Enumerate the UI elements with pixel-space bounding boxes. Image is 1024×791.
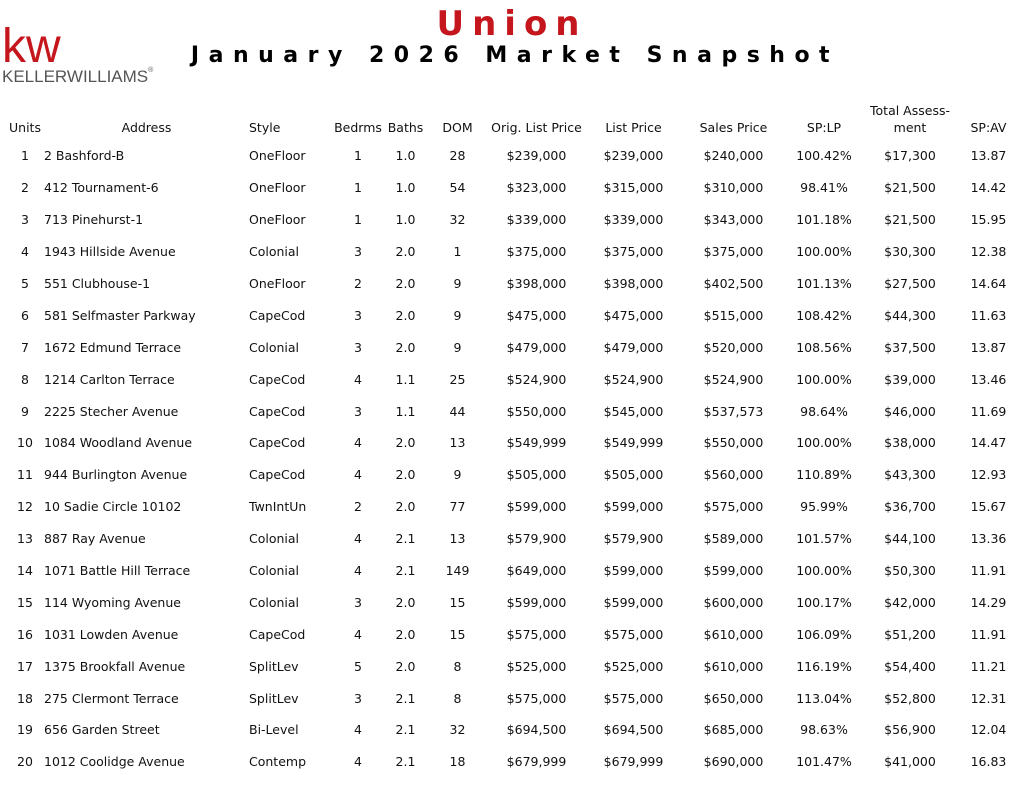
cell-orig-list-price: $550,000 [506, 403, 567, 419]
cell-address: 1672 Edmund Terrace [44, 339, 182, 355]
cell-bedrms: 4 [354, 722, 362, 738]
cell-sp-lp: 101.47% [796, 754, 852, 770]
table-row [6, 682, 1020, 714]
cell-units: 5 [21, 276, 29, 291]
cell-sp-av: 13.46 [970, 371, 1007, 387]
cell-sp-lp: 110.89% [796, 467, 852, 483]
cell-bedrms: 4 [354, 754, 362, 770]
cell-sp-lp: 98.64% [800, 403, 848, 419]
page-subtitle: January 2026 Market Snapshot [190, 43, 840, 68]
cell-total-assessment: $41,000 [884, 754, 936, 770]
cell-sp-av: 14.64 [970, 276, 1007, 291]
cell-sales-price: $610,000 [703, 658, 764, 674]
cell-sp-av: 13.36 [970, 531, 1007, 547]
cell-sp-lp: 100.00% [796, 563, 852, 579]
table-row [6, 363, 1020, 395]
cell-sp-lp: 101.18% [796, 212, 852, 228]
cell-baths: 2.1 [395, 754, 416, 770]
cell-sales-price: $515,000 [703, 307, 764, 323]
cell-sales-price: $375,000 [703, 244, 764, 260]
cell-bedrms: 2 [354, 276, 362, 291]
page-title: Union [436, 4, 588, 44]
cell-units: 1 [21, 148, 29, 164]
column-header-sales-price: Sales Price [699, 120, 768, 135]
cell-list-price: $579,900 [603, 531, 664, 547]
table-row [6, 459, 1020, 491]
cell-address: 1031 Lowden Avenue [44, 626, 179, 642]
cell-baths: 2.0 [395, 307, 416, 323]
cell-orig-list-price: $323,000 [506, 180, 567, 196]
table-row [6, 395, 1020, 427]
cell-address: 2 Bashford-B [44, 148, 125, 164]
cell-dom: 8 [453, 690, 462, 706]
cell-sales-price: $690,000 [703, 754, 764, 770]
cell-units: 2 [21, 180, 29, 196]
table-header-row [6, 94, 1020, 140]
cell-sp-lp: 100.42% [796, 148, 852, 164]
cell-style: OneFloor [249, 276, 306, 291]
cell-total-assessment: $51,200 [884, 626, 936, 642]
cell-list-price: $505,000 [603, 467, 664, 483]
cell-list-price: $545,000 [603, 403, 664, 419]
cell-total-assessment: $44,100 [884, 531, 936, 547]
cell-sales-price: $650,000 [703, 690, 764, 706]
cell-list-price: $599,000 [603, 563, 664, 579]
cell-bedrms: 1 [354, 180, 362, 196]
cell-bedrms: 1 [354, 148, 362, 164]
cell-style: Bi-Level [249, 722, 299, 738]
cell-bedrms: 3 [354, 594, 362, 610]
table-row [6, 555, 1020, 587]
cell-baths: 2.1 [395, 563, 416, 579]
table-row [6, 523, 1020, 555]
cell-orig-list-price: $339,000 [506, 212, 567, 228]
cell-sp-lp: 95.99% [800, 499, 848, 515]
table-row [6, 299, 1020, 331]
cell-dom: 149 [445, 563, 470, 579]
cell-dom: 15 [449, 594, 466, 610]
column-header-list-price: List Price [605, 120, 662, 135]
cell-sp-lp: 101.57% [796, 531, 852, 547]
cell-address: 656 Garden Street [44, 722, 160, 738]
cell-sales-price: $599,000 [703, 563, 764, 579]
column-header-units: Units [9, 120, 41, 135]
cell-sales-price: $343,000 [703, 212, 764, 228]
cell-bedrms: 4 [354, 435, 362, 451]
table-row [6, 204, 1020, 236]
cell-sp-av: 16.83 [970, 754, 1007, 770]
cell-total-assessment: $56,900 [884, 722, 936, 738]
cell-sp-av: 14.47 [970, 435, 1007, 451]
cell-style: SplitLev [249, 690, 299, 706]
cell-address: 1012 Coolidge Avenue [44, 754, 185, 770]
cell-baths: 2.0 [395, 499, 416, 515]
cell-total-assessment: $21,500 [884, 180, 936, 196]
cell-units: 4 [21, 244, 29, 260]
cell-baths: 2.0 [395, 244, 416, 260]
cell-units: 19 [17, 722, 33, 738]
cell-orig-list-price: $599,000 [506, 594, 567, 610]
cell-bedrms: 3 [354, 690, 362, 706]
column-header-sp-av: SP:AV [970, 120, 1007, 135]
cell-list-price: $575,000 [603, 690, 664, 706]
cell-orig-list-price: $239,000 [506, 148, 567, 164]
cell-sp-av: 11.21 [970, 658, 1007, 674]
cell-sp-lp: 113.04% [796, 690, 852, 706]
cell-baths: 2.1 [395, 722, 416, 738]
cell-units: 9 [21, 403, 29, 419]
cell-dom: 54 [449, 180, 466, 196]
cell-total-assessment: $42,000 [884, 594, 936, 610]
cell-sp-av: 15.67 [970, 499, 1007, 515]
cell-orig-list-price: $579,900 [506, 531, 567, 547]
cell-bedrms: 4 [354, 467, 362, 483]
cell-style: OneFloor [249, 180, 306, 196]
cell-list-price: $679,999 [603, 754, 664, 770]
cell-sp-lp: 100.00% [796, 244, 852, 260]
cell-total-assessment: $17,300 [884, 148, 936, 164]
cell-sp-lp: 98.41% [800, 180, 848, 196]
cell-bedrms: 4 [354, 626, 362, 642]
cell-bedrms: 4 [354, 371, 362, 387]
cell-dom: 9 [453, 467, 462, 483]
cell-bedrms: 5 [354, 658, 362, 674]
cell-sales-price: $520,000 [703, 339, 764, 355]
cell-total-assessment: $30,300 [884, 244, 936, 260]
cell-baths: 1.0 [395, 212, 416, 228]
cell-list-price: $694,500 [603, 722, 664, 738]
cell-total-assessment: $52,800 [884, 690, 936, 706]
cell-bedrms: 4 [354, 531, 362, 547]
cell-list-price: $315,000 [603, 180, 664, 196]
cell-list-price: $239,000 [603, 148, 664, 164]
cell-list-price: $479,000 [603, 339, 664, 355]
cell-list-price: $475,000 [603, 307, 664, 323]
cell-style: Colonial [249, 339, 300, 355]
cell-sales-price: $575,000 [703, 499, 764, 515]
cell-units: 6 [21, 307, 29, 323]
cell-total-assessment: $27,500 [884, 276, 936, 291]
cell-sp-lp: 100.17% [796, 594, 852, 610]
cell-total-assessment: $39,000 [884, 371, 936, 387]
cell-orig-list-price: $694,500 [506, 722, 567, 738]
cell-orig-list-price: $525,000 [506, 658, 567, 674]
cell-bedrms: 3 [354, 403, 362, 419]
cell-units: 8 [21, 371, 29, 387]
cell-address: 581 Selfmaster Parkway [44, 307, 196, 323]
cell-baths: 1.0 [395, 148, 416, 164]
table-row [6, 586, 1020, 618]
cell-orig-list-price: $679,999 [506, 754, 567, 770]
cell-address: 2225 Stecher Avenue [44, 403, 179, 419]
table-body [6, 140, 1020, 778]
cell-sales-price: $524,900 [703, 371, 764, 387]
cell-sales-price: $589,000 [703, 531, 764, 547]
table-row [6, 427, 1020, 459]
column-header-dom: DOM [442, 120, 473, 135]
cell-bedrms: 4 [354, 563, 362, 579]
cell-total-assessment: $46,000 [884, 403, 936, 419]
table-row [6, 268, 1020, 300]
cell-style: OneFloor [249, 148, 306, 164]
svg-text:kw: kw [2, 22, 61, 68]
cell-total-assessment: $36,700 [884, 499, 936, 515]
cell-total-assessment: $44,300 [884, 307, 936, 323]
cell-sp-lp: 101.13% [796, 276, 852, 291]
cell-dom: 13 [449, 435, 466, 451]
cell-total-assessment: $37,500 [884, 339, 936, 355]
cell-units: 14 [17, 563, 33, 579]
market-snapshot-table [6, 94, 1020, 778]
cell-sp-lp: 108.42% [796, 307, 852, 323]
cell-list-price: $549,999 [603, 435, 664, 451]
cell-sp-av: 12.04 [970, 722, 1007, 738]
table-row [6, 650, 1020, 682]
cell-sales-price: $610,000 [703, 626, 764, 642]
cell-dom: 28 [449, 148, 466, 164]
cell-units: 12 [17, 499, 33, 515]
column-header-baths: Baths [387, 120, 424, 135]
cell-baths: 2.0 [395, 594, 416, 610]
cell-baths: 2.1 [395, 690, 416, 706]
cell-orig-list-price: $479,000 [506, 339, 567, 355]
cell-orig-list-price: $375,000 [506, 244, 567, 260]
cell-style: TwnIntUn [249, 499, 307, 515]
cell-dom: 13 [449, 531, 466, 547]
cell-baths: 2.0 [395, 339, 416, 355]
cell-baths: 2.0 [395, 276, 416, 291]
cell-units: 17 [17, 658, 33, 674]
cell-dom: 15 [449, 626, 466, 642]
cell-orig-list-price: $575,000 [506, 626, 567, 642]
cell-dom: 9 [453, 276, 462, 291]
cell-orig-list-price: $505,000 [506, 467, 567, 483]
column-header-address: Address [121, 120, 172, 135]
cell-bedrms: 2 [354, 499, 362, 515]
cell-style: Contemp [249, 754, 307, 770]
cell-style: CapeCod [249, 403, 306, 419]
cell-dom: 18 [449, 754, 466, 770]
column-header-bedrms: Bedrms [334, 120, 382, 135]
cell-dom: 1 [453, 244, 462, 260]
cell-sp-lp: 108.56% [796, 339, 852, 355]
cell-address: 275 Clermont Terrace [44, 690, 179, 706]
cell-dom: 25 [449, 371, 466, 387]
cell-style: CapeCod [249, 626, 306, 642]
cell-sp-av: 12.93 [970, 467, 1007, 483]
cell-total-assessment: $38,000 [884, 435, 936, 451]
cell-list-price: $599,000 [603, 499, 664, 515]
column-header-orig-list-price: Orig. List Price [491, 120, 582, 135]
cell-style: SplitLev [249, 658, 299, 674]
cell-total-assessment: $50,300 [884, 563, 936, 579]
table-row [6, 618, 1020, 650]
cell-orig-list-price: $599,000 [506, 499, 567, 515]
cell-address: 944 Burlington Avenue [44, 467, 188, 483]
cell-sp-lp: 116.19% [796, 658, 852, 674]
cell-baths: 1.0 [395, 180, 416, 196]
cell-baths: 2.1 [395, 531, 416, 547]
column-header-style: Style [249, 120, 281, 135]
cell-address: 1943 Hillside Avenue [44, 244, 176, 260]
table-row [6, 746, 1020, 778]
cell-dom: 32 [449, 722, 466, 738]
cell-list-price: $375,000 [603, 244, 664, 260]
column-header-sp-lp: SP:LP [806, 120, 842, 135]
cell-total-assessment: $54,400 [884, 658, 936, 674]
cell-units: 11 [17, 467, 33, 483]
cell-style: Colonial [249, 244, 300, 260]
logo-wordmark: KELLERWILLIAMS® [2, 67, 154, 86]
cell-list-price: $398,000 [603, 276, 664, 291]
cell-list-price: $599,000 [603, 594, 664, 610]
cell-list-price: $525,000 [603, 658, 664, 674]
cell-dom: 44 [449, 403, 466, 419]
cell-address: 1084 Woodland Avenue [44, 435, 193, 451]
column-header-total-assessment: Total Assess- ment [870, 103, 950, 135]
cell-dom: 77 [449, 499, 466, 515]
cell-sp-av: 13.87 [970, 148, 1007, 164]
cell-units: 13 [17, 531, 33, 547]
cell-style: CapeCod [249, 467, 306, 483]
cell-sales-price: $685,000 [703, 722, 764, 738]
cell-sp-av: 11.63 [970, 307, 1007, 323]
cell-units: 10 [17, 435, 33, 451]
cell-dom: 32 [449, 212, 466, 228]
cell-list-price: $524,900 [603, 371, 664, 387]
cell-dom: 9 [453, 307, 462, 323]
cell-orig-list-price: $524,900 [506, 371, 567, 387]
cell-address: 412 Tournament-6 [44, 180, 159, 196]
cell-sp-av: 13.87 [970, 339, 1007, 355]
cell-baths: 2.0 [395, 658, 416, 674]
cell-units: 20 [17, 754, 33, 770]
cell-sp-av: 11.91 [970, 626, 1007, 642]
cell-style: Colonial [249, 531, 300, 547]
table-row [6, 236, 1020, 268]
cell-address: 887 Ray Avenue [44, 531, 146, 547]
cell-style: CapeCod [249, 371, 306, 387]
cell-baths: 2.0 [395, 467, 416, 483]
cell-address: 114 Wyoming Avenue [44, 594, 181, 610]
cell-orig-list-price: $649,000 [506, 563, 567, 579]
cell-total-assessment: $21,500 [884, 212, 936, 228]
cell-sp-av: 15.95 [970, 212, 1007, 228]
cell-sp-av: 12.31 [970, 690, 1007, 706]
cell-sp-lp: 100.00% [796, 371, 852, 387]
cell-address: 10 Sadie Circle 10102 [44, 499, 182, 515]
cell-style: Colonial [249, 563, 300, 579]
cell-orig-list-price: $549,999 [506, 435, 567, 451]
table-row [6, 172, 1020, 204]
cell-dom: 9 [453, 339, 462, 355]
cell-bedrms: 3 [354, 244, 362, 260]
cell-sales-price: $402,500 [703, 276, 764, 291]
cell-baths: 2.0 [395, 435, 416, 451]
cell-baths: 1.1 [395, 403, 416, 419]
table-row [6, 331, 1020, 363]
cell-sales-price: $537,573 [703, 403, 764, 419]
cell-units: 16 [17, 626, 33, 642]
cell-sp-av: 11.69 [970, 403, 1007, 419]
cell-orig-list-price: $398,000 [506, 276, 567, 291]
cell-bedrms: 3 [354, 339, 362, 355]
cell-bedrms: 3 [354, 307, 362, 323]
cell-dom: 8 [453, 658, 462, 674]
cell-bedrms: 1 [354, 212, 362, 228]
cell-style: OneFloor [249, 212, 306, 228]
cell-sp-lp: 100.00% [796, 435, 852, 451]
cell-address: 713 Pinehurst-1 [44, 212, 144, 228]
cell-sp-av: 14.29 [970, 594, 1007, 610]
cell-baths: 2.0 [395, 626, 416, 642]
table-row [6, 714, 1020, 746]
cell-style: CapeCod [249, 307, 306, 323]
table-row [6, 140, 1020, 172]
cell-list-price: $339,000 [603, 212, 664, 228]
cell-address: 1375 Brookfall Avenue [44, 658, 186, 674]
table-row [6, 491, 1020, 523]
cell-list-price: $575,000 [603, 626, 664, 642]
cell-sp-av: 14.42 [970, 180, 1007, 196]
cell-style: Colonial [249, 594, 300, 610]
cell-total-assessment: $43,300 [884, 467, 936, 483]
cell-orig-list-price: $575,000 [506, 690, 567, 706]
cell-address: 551 Clubhouse-1 [44, 276, 151, 291]
cell-sp-lp: 98.63% [800, 722, 848, 738]
cell-sp-av: 12.38 [970, 244, 1007, 260]
cell-units: 3 [21, 212, 29, 228]
cell-address: 1071 Battle Hill Terrace [44, 563, 191, 579]
cell-sales-price: $310,000 [703, 180, 764, 196]
cell-sp-lp: 106.09% [796, 626, 852, 642]
cell-units: 7 [21, 339, 29, 355]
cell-style: CapeCod [249, 435, 306, 451]
cell-sales-price: $600,000 [703, 594, 764, 610]
cell-units: 18 [17, 690, 33, 706]
cell-orig-list-price: $475,000 [506, 307, 567, 323]
cell-baths: 1.1 [395, 371, 416, 387]
cell-sales-price: $550,000 [703, 435, 764, 451]
cell-address: 1214 Carlton Terrace [44, 371, 175, 387]
cell-sales-price: $240,000 [703, 148, 764, 164]
cell-units: 15 [17, 594, 33, 610]
cell-sp-av: 11.91 [970, 563, 1007, 579]
cell-sales-price: $560,000 [703, 467, 764, 483]
